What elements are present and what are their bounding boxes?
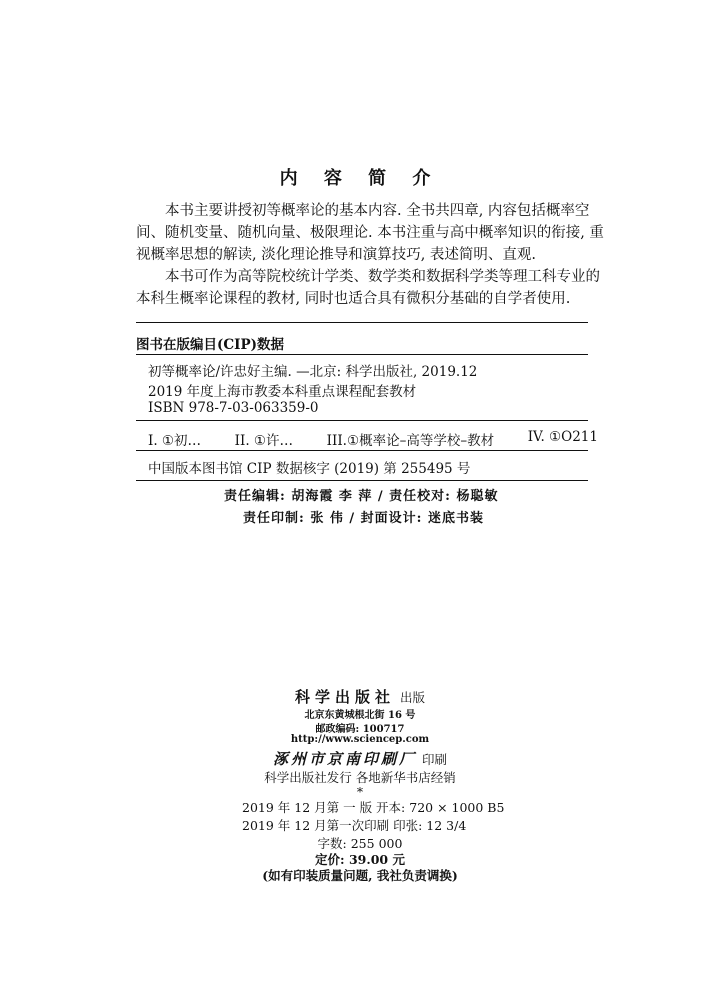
cip-mid-rule [136, 420, 588, 421]
cip-class-4: IV. ①O211 [527, 429, 598, 445]
cip-classification [148, 429, 598, 449]
publisher-address: 北京东黄城根北街 16 号 [304, 710, 416, 721]
printer-name: 涿州市京南印刷厂 [272, 750, 417, 768]
cip-check-number: 中国版本图书馆 CIP 数据核字 (2019) 第 255495 号 [148, 461, 471, 477]
distribution-line: 科学出版社发行 各地新华书店经销 [264, 770, 456, 785]
word-count: 字数: 255 000 [317, 836, 403, 851]
publisher-website: http://www.sciencep.com [290, 734, 430, 745]
cip-heading-rule [136, 354, 588, 355]
cip-class-3: III.①概率论–高等学校–教材 [326, 433, 495, 449]
edition-line: 2019 年 12 月第 一 版 开本: 720 × 1000 B5 [242, 800, 505, 815]
cip-class-2: II. ①许… [234, 433, 294, 449]
summary-p1-line2: 间、随机变量、随机向量、极限理论. 本书注重与高中概率知识的衔接, 重 [136, 225, 604, 241]
staff-line-2: 责任印制: 张 伟 / 封面设计: 迷底书装 [243, 511, 484, 526]
summary-title: 内 容 简 介 [279, 168, 441, 189]
staff-line-1: 责任编辑: 胡海霞 李 萍 / 责任校对: 杨聪敏 [224, 489, 499, 504]
cip-isbn: ISBN 978-7-03-063359-0 [148, 400, 319, 416]
printer-line [0, 748, 720, 769]
publisher-postcode: 邮政编码: 100717 [315, 724, 405, 735]
printer-suffix: 印刷 [422, 752, 448, 767]
summary-p1-line1: 本书主要讲授初等概率论的基本内容. 全书共四章, 内容包括概率空 [165, 203, 590, 219]
summary-paragraph-2 [136, 266, 600, 310]
cip-bottom-rule [136, 480, 588, 481]
cip-heading: 图书在版编目(CIP)数据 [136, 337, 284, 353]
cip-lower-rule [136, 450, 588, 451]
printing-line: 2019 年 12 月第一次印刷 印张: 12 3/4 [242, 818, 467, 833]
summary-p1-line3: 视概率思想的解读, 淡化理论推导和演算技巧, 表述简明、直观. [136, 247, 537, 263]
quality-notice: (如有印装质量问题, 我社负责调换) [262, 868, 458, 883]
cip-series-line: 2019 年度上海市教委本科重点课程配套教材 [148, 384, 417, 400]
publisher-line [0, 686, 720, 707]
price: 定价: 39.00 元 [315, 852, 405, 867]
cip-top-rule [136, 322, 588, 323]
publisher-suffix: 出版 [400, 690, 426, 705]
cip-class-1: I. ①初… [148, 433, 202, 449]
cip-title-line: 初等概率论/许忠好主编. —北京: 科学出版社, 2019.12 [148, 364, 478, 380]
summary-p2-line1: 本书可作为高等院校统计学类、数学类和数据科学类等理工科专业的 [165, 269, 600, 285]
separator-star: * [356, 784, 364, 799]
summary-p2-line2: 本科生概率论课程的教材, 同时也适合具有微积分基础的自学者使用. [136, 291, 571, 307]
publisher-name: 科学出版社 [294, 688, 395, 706]
summary-paragraph-1 [136, 200, 604, 266]
